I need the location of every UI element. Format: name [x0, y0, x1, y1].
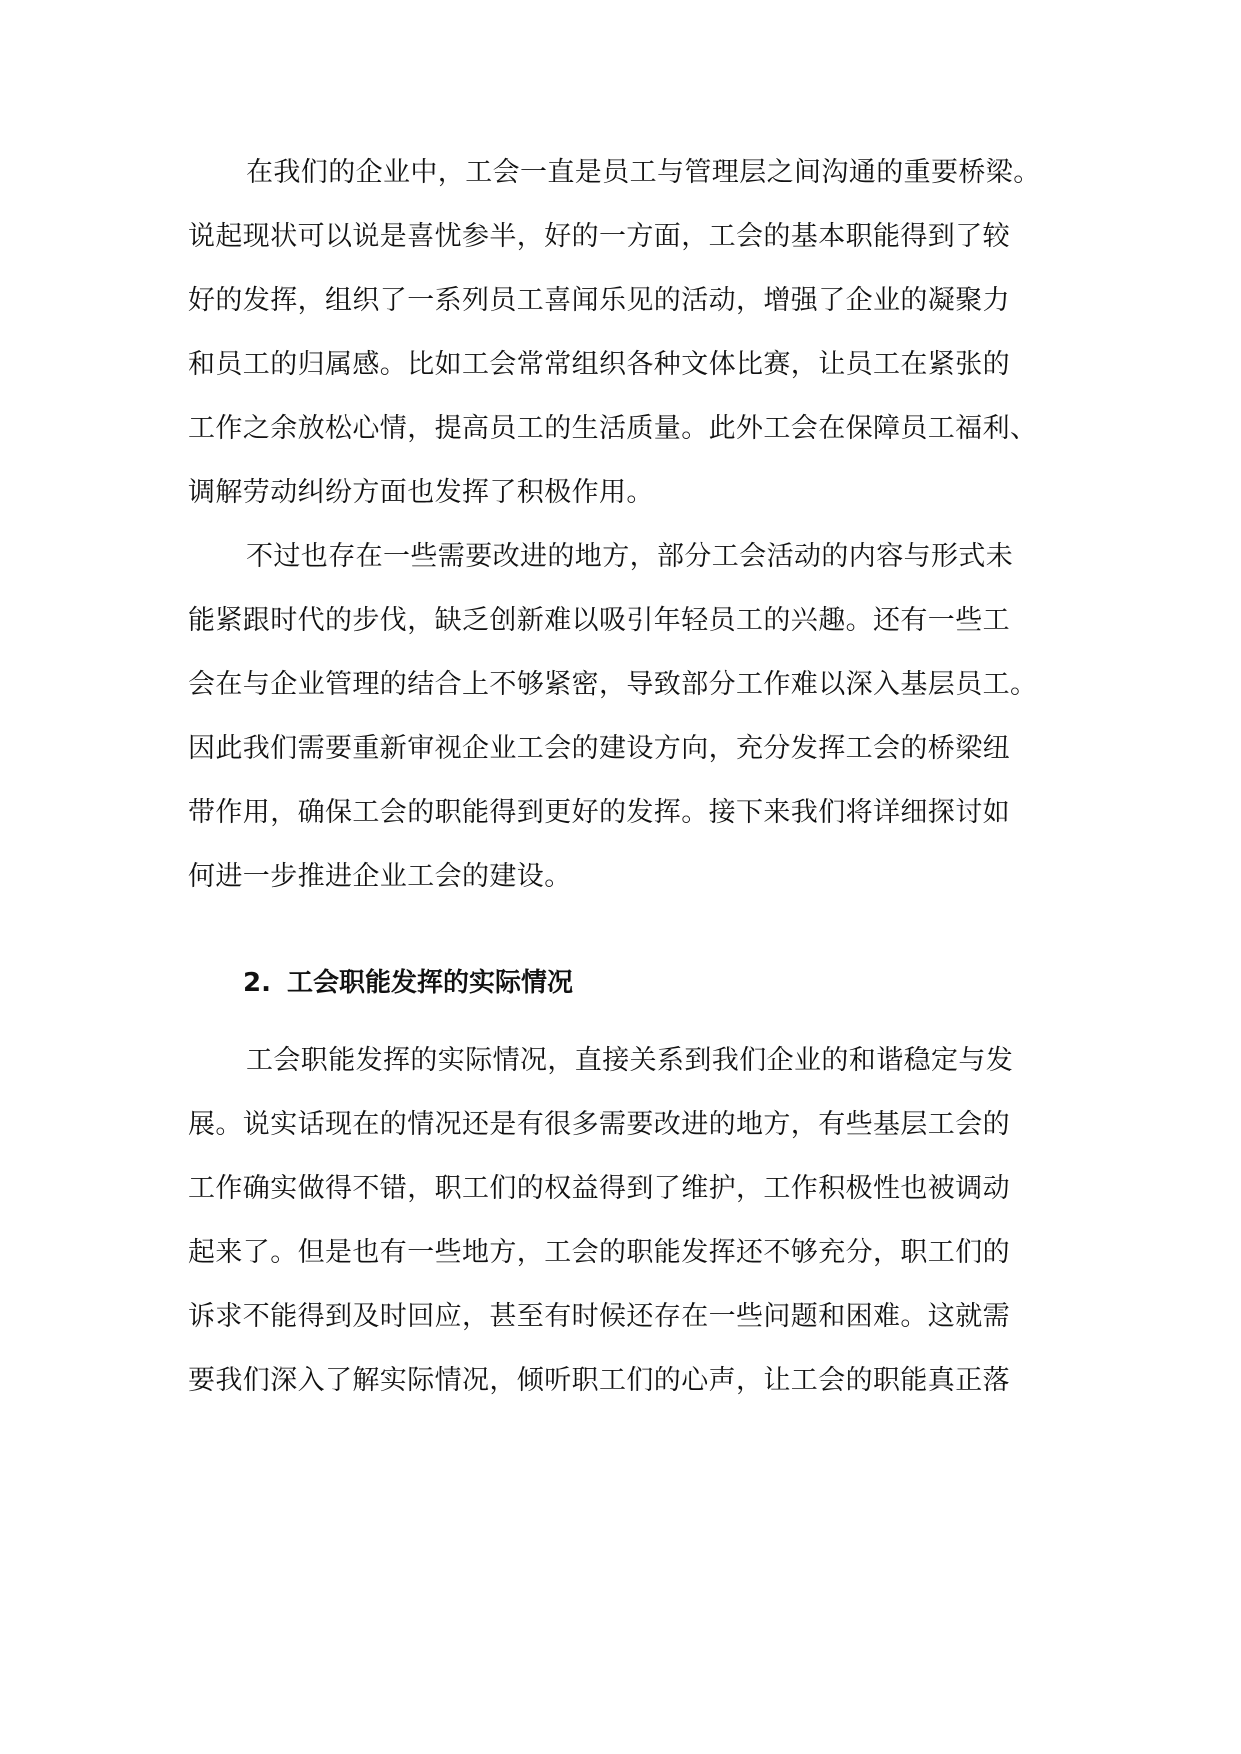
- text-line: 诉求不能得到及时回应，甚至有时候还存在一些问题和困难。这就需: [188, 1301, 1010, 1332]
- text-line: 工会职能发挥的实际情况，直接关系到我们企业的和谐稳定与发: [246, 1045, 1014, 1076]
- text-line: 说起现状可以说是喜忧参半，好的一方面，工会的基本职能得到了较: [188, 221, 1010, 252]
- text-line: 不过也存在一些需要改进的地方，部分工会活动的内容与形式未: [246, 541, 1014, 572]
- text-line: 在我们的企业中，工会一直是员工与管理层之间沟通的重要桥梁。: [246, 157, 1041, 188]
- text-line: 要我们深入了解实际情况，倾听职工们的心声，让工会的职能真正落: [188, 1365, 1010, 1396]
- text-line: 调解劳动纠纷方面也发挥了积极作用。: [188, 477, 654, 508]
- text-line: 工作之余放松心情，提高员工的生活质量。此外工会在保障员工福利、: [188, 413, 1038, 444]
- text-line: 会在与企业管理的结合上不够紧密，导致部分工作难以深入基层员工。: [188, 669, 1038, 700]
- text-line: 能紧跟时代的步伐，缺乏创新难以吸引年轻员工的兴趣。还有一些工: [188, 605, 1010, 636]
- paragraph-union-status: [188, 141, 1068, 525]
- text-line: 工作确实做得不错，职工们的权益得到了维护，工作积极性也被调动: [188, 1173, 1010, 1204]
- text-line: 何进一步推进企业工会的建设。: [188, 861, 572, 892]
- text-line: 和员工的归属感。比如工会常常组织各种文体比赛，让员工在紧张的: [188, 349, 1010, 380]
- document-body: [188, 141, 1068, 1413]
- text-line: 起来了。但是也有一些地方，工会的职能发挥还不够充分，职工们的: [188, 1237, 1010, 1268]
- text-line: 带作用，确保工会的职能得到更好的发挥。接下来我们将详细探讨如: [188, 797, 1010, 828]
- text-line: 好的发挥，组织了一系列员工喜闻乐见的活动，增强了企业的凝聚力: [188, 285, 1010, 316]
- text-line: 展。说实话现在的情况还是有很多需要改进的地方，有些基层工会的: [188, 1109, 1010, 1140]
- paragraph-improvements: [188, 525, 1068, 909]
- paragraph-actual-situation: [188, 1029, 1068, 1413]
- text-line: 因此我们需要重新审视企业工会的建设方向，充分发挥工会的桥梁纽: [188, 733, 1010, 764]
- section-title: 工会职能发挥的实际情况: [286, 968, 573, 998]
- section-number: 2.: [243, 968, 271, 998]
- section-heading: [188, 951, 1068, 1015]
